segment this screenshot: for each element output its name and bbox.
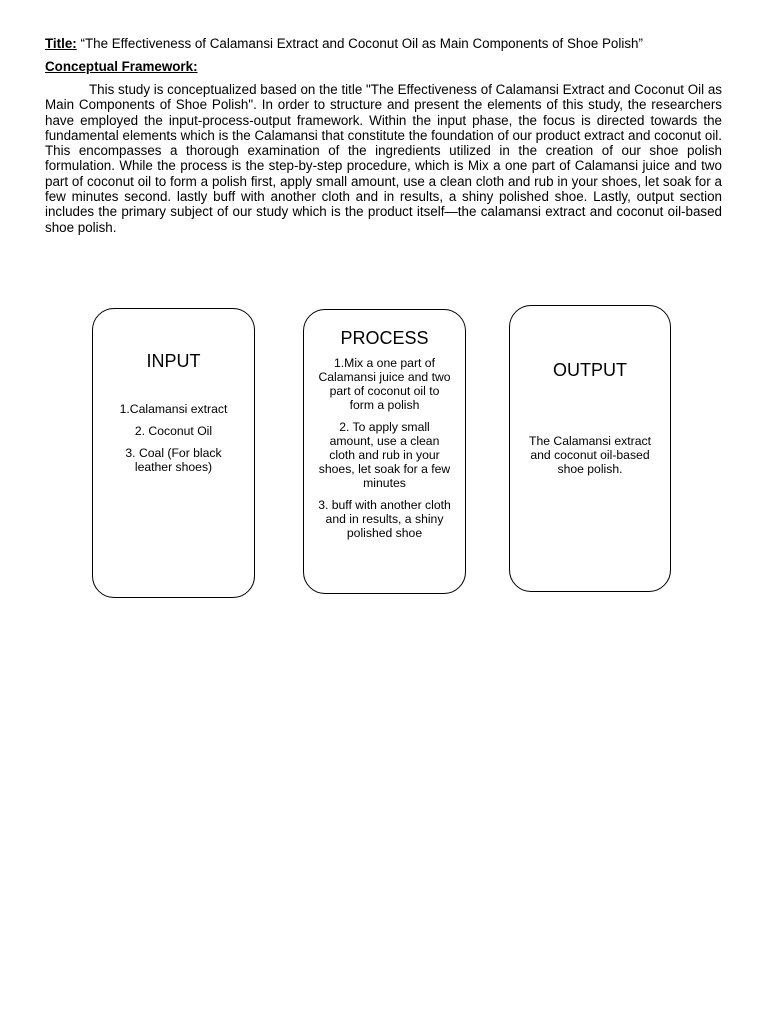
input-items [107, 402, 240, 482]
output-items [526, 434, 654, 484]
output-item: The Calamansi extract and coconut oil-based shoe polish. [529, 434, 651, 476]
title-label: Title: [45, 36, 77, 51]
input-heading: INPUT [146, 351, 201, 371]
output-heading: OUTPUT [553, 360, 627, 380]
title-text: “The Effectiveness of Calamansi Extract and Coconut Oil as Main Components of Shoe Polish” [80, 36, 643, 51]
document-title [45, 36, 735, 52]
input-item: 1.Calamansi extract [119, 402, 228, 416]
body-paragraph: This study is conceptualized based on the title "The Effectiveness of Calamansi Extract and Coconut Oil as Main Components of Shoe Polish". In order to structure and present the elements of this study, the researchers have employed the input-process-output framework. Within the input phase, the focus is directed towards the fundamental elements which is the Calamansi that constitute the foundation of our product extract and coconut oil. This encompasses a thorough examination of the ingredients utilized in the creation of our shoe polish formulation. While the process is the step-by-step procedure, which is Mix a one part of Calamansi juice and two part of coconut oil to form a polish first, apply small amount, use a clean cloth and rub in your shoes, let soak for a few minutes second. lastly buff with another cloth and in results, a shiny polished shoe. Lastly, output section includes the primary subject of our study which is the product itself—the calamansi extract and coconut oil-based shoe polish. [45, 82, 722, 235]
process-item: 1.Mix a one part of Calamansi juice and two part of coconut oil to form a polish [318, 356, 451, 412]
process-heading: PROCESS [340, 328, 429, 348]
process-items [318, 356, 451, 548]
section-heading: Conceptual Framework: [45, 59, 198, 74]
input-item: 2. Coconut Oil [134, 424, 213, 438]
process-item: 2. To apply small amount, use a clean cloth and rub in your shoes, let soak for a few minutes [318, 420, 451, 490]
process-box [303, 309, 466, 594]
process-item: 3. buff with another cloth and in results, a shiny polished shoe [318, 498, 451, 540]
output-box [509, 305, 671, 592]
input-box [92, 308, 255, 598]
input-item: 3. Coal (For black leather shoes) [125, 446, 222, 474]
